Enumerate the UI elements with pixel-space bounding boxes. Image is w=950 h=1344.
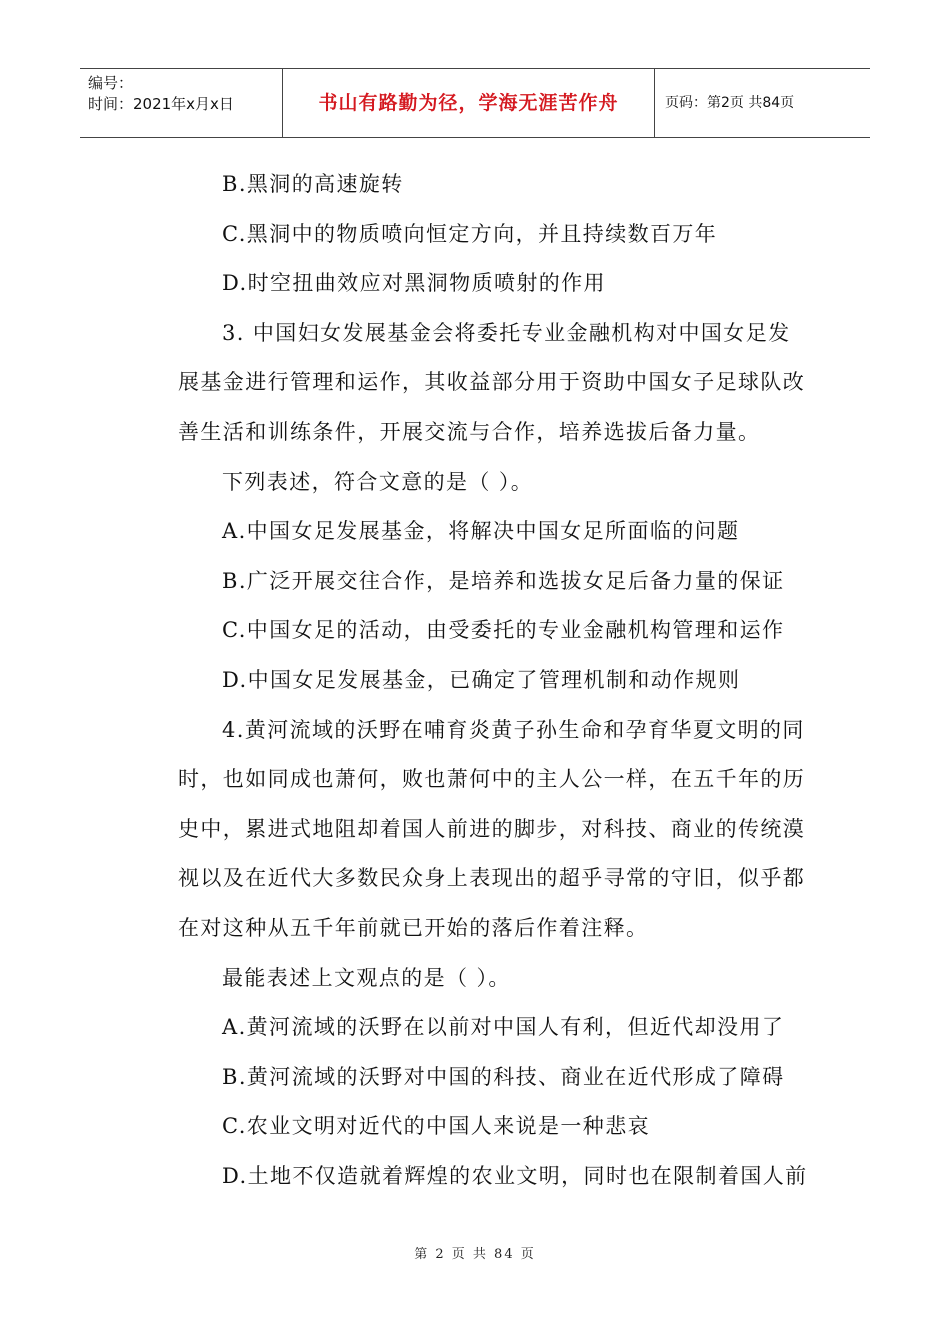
- option-c-q4: C.农业文明对近代的中国人来说是一种悲哀: [222, 1114, 650, 1139]
- question-3-stem-line-1: 3. 中国妇女发展基金会将委托专业金融机构对中国女足发: [222, 320, 791, 345]
- document-date-label: 时间：2021年x月x日: [88, 95, 234, 113]
- document-number-label: 编号：: [88, 74, 134, 92]
- page-footer: 第 2 页 共 84 页: [414, 1247, 536, 1262]
- option-b-q4: B.黄河流域的沃野对中国的科技、商业在近代形成了障碍: [222, 1064, 785, 1089]
- header-page-info: 页码：第2页 共84页: [665, 95, 795, 111]
- question-4-stem-line-3: 史中，累进式地阻却着国人前进的脚步，对科技、商业的传统漠: [178, 816, 806, 841]
- question-4-stem-line-2: 时，也如同成也萧何，败也萧何中的主人公一样，在五千年的历: [178, 767, 806, 792]
- option-a-q4: A.黄河流域的沃野在以前对中国人有利，但近代却没用了: [222, 1015, 785, 1040]
- document-body: [178, 160, 818, 1201]
- header-meta: [80, 69, 283, 137]
- question-3-stem-line-2: 展基金进行管理和运作，其收益部分用于资助中国女子足球队改: [178, 370, 806, 395]
- question-4-stem-line-4: 视以及在近代大多数民众身上表现出的超乎寻常的守旧，似乎都: [178, 866, 806, 891]
- option-d-q3: D.中国女足发展基金，已确定了管理机制和动作规则: [222, 667, 741, 692]
- question-3-prompt: 下列表述，符合文意的是（ ）。: [222, 469, 534, 494]
- header-motto-cell: [283, 69, 655, 137]
- option-b-q2: B.黑洞的高速旋转: [222, 172, 404, 196]
- question-4-stem-line-1: 4.黄河流域的沃野在哺育炎黄子孙生命和孕育华夏文明的同: [222, 717, 805, 742]
- question-4-prompt: 最能表述上文观点的是（ ）。: [222, 965, 511, 990]
- question-3-stem-line-3: 善生活和训练条件，开展交流与合作，培养选拔后备力量。: [178, 419, 761, 444]
- option-d-q2: D.时空扭曲效应对黑洞物质喷射的作用: [222, 271, 606, 296]
- header-motto: 书山有路勤为径，学海无涯苦作舟: [318, 92, 619, 114]
- option-d-q4: D.土地不仅造就着辉煌的农业文明，同时也在限制着国人前: [222, 1163, 808, 1188]
- option-b-q3: B.广泛开展交往合作，是培养和选拔女足后备力量的保证: [222, 568, 785, 593]
- page-header: [80, 68, 870, 138]
- option-c-q2: C.黑洞中的物质喷向恒定方向，并且持续数百万年: [222, 221, 718, 246]
- option-a-q3: A.中国女足发展基金，将解决中国女足所面临的问题: [222, 519, 740, 544]
- option-c-q3: C.中国女足的活动，由受委托的专业金融机构管理和运作: [222, 618, 785, 643]
- question-4-stem-line-5: 在对这种从五千年前就已开始的落后作着注释。: [178, 915, 649, 940]
